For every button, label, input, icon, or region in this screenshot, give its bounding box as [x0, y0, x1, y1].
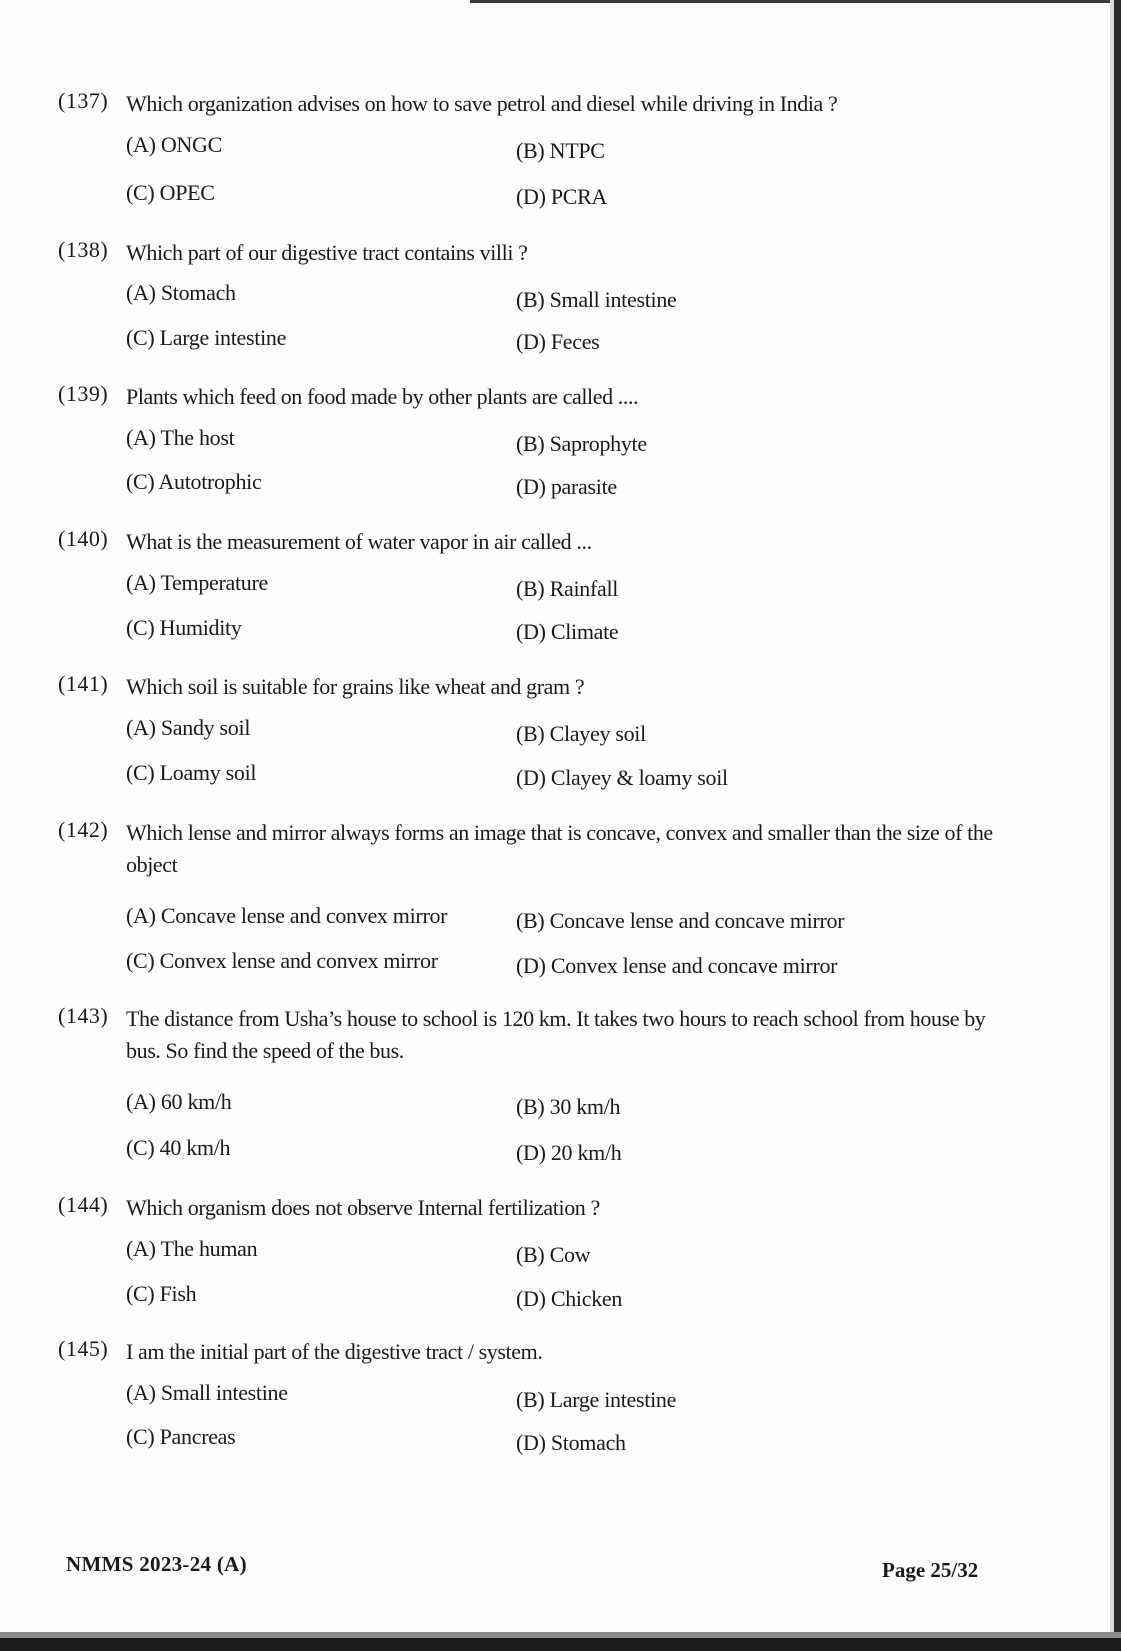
- option-b: (B) Large intestine: [516, 1387, 677, 1412]
- question-text: Which part of our digestive tract contains villi ?: [126, 240, 528, 265]
- option-c: (C) 40 km/h: [126, 1135, 231, 1160]
- option-b: (B) Cow: [516, 1242, 591, 1267]
- question-number: (141): [58, 671, 109, 696]
- option-b: (B) Small intestine: [516, 287, 677, 312]
- option-b: (B) Concave lense and concave mirror: [516, 908, 845, 933]
- question-text: The distance from Usha’s house to school is 120 km. It takes two hours to reach school from house by bus. So find the speed of the bus.: [126, 1006, 986, 1063]
- scan-edge-right: [1114, 0, 1121, 1651]
- option-c: (C) Humidity: [126, 615, 242, 640]
- option-c: (C) Pancreas: [126, 1424, 236, 1449]
- exam-code: NMMS 2023-24 (A): [66, 1552, 247, 1576]
- option-c: (C) Loamy soil: [126, 760, 257, 785]
- question-number: (140): [58, 526, 109, 551]
- option-a: (A) Sandy soil: [126, 715, 251, 740]
- option-b: (B) 30 km/h: [516, 1094, 621, 1119]
- option-a: (A) Stomach: [126, 280, 236, 305]
- option-d: (D) 20 km/h: [516, 1140, 622, 1165]
- option-a: (A) The host: [126, 425, 235, 450]
- option-a: (A) The human: [126, 1236, 258, 1261]
- question-text: Plants which feed on food made by other plants are called ....: [126, 384, 639, 409]
- question-text: Which organism does not observe Internal fertilization ?: [126, 1195, 600, 1220]
- scan-edge-top: [470, 0, 1121, 3]
- question-number: (144): [58, 1192, 109, 1217]
- option-a: (A) Concave lense and convex mirror: [126, 903, 448, 928]
- question-number: (139): [58, 381, 109, 406]
- option-d: (D) Stomach: [516, 1430, 626, 1455]
- option-d: (D) Feces: [516, 329, 600, 354]
- question-text: I am the initial part of the digestive tract / system.: [126, 1339, 543, 1364]
- option-c: (C) Convex lense and convex mirror: [126, 948, 438, 973]
- question-number: (138): [58, 237, 109, 262]
- option-d: (D) Convex lense and concave mirror: [516, 953, 838, 978]
- option-b: (B) Rainfall: [516, 576, 619, 601]
- option-a: (A) 60 km/h: [126, 1089, 232, 1114]
- question-number: (142): [58, 817, 109, 842]
- option-d: (D) Clayey & loamy soil: [516, 765, 728, 790]
- question-text: Which soil is suitable for grains like wheat and gram ?: [126, 674, 585, 699]
- scan-edge-bottom: [0, 1638, 1121, 1651]
- question-text: What is the measurement of water vapor in air called ...: [126, 529, 592, 554]
- option-d: (D) PCRA: [516, 184, 608, 209]
- option-b: (B) Saprophyte: [516, 431, 647, 456]
- option-c: (C) Fish: [126, 1281, 197, 1306]
- option-c: (C) Large intestine: [126, 325, 287, 350]
- option-d: (D) parasite: [516, 474, 617, 499]
- option-d: (D) Climate: [516, 619, 619, 644]
- option-c: (C) OPEC: [126, 180, 215, 205]
- page-number: Page 25/32: [882, 1558, 979, 1582]
- question-text: Which organization advises on how to save petrol and diesel while driving in India ?: [126, 91, 838, 116]
- question-text: Which lense and mirror always forms an image that is concave, convex and smaller than the size of the object: [126, 820, 993, 877]
- question-number: (143): [58, 1003, 109, 1028]
- option-d: (D) Chicken: [516, 1286, 623, 1311]
- option-b: (B) NTPC: [516, 138, 605, 163]
- option-a: (A) ONGC: [126, 132, 222, 157]
- option-b: (B) Clayey soil: [516, 721, 646, 746]
- option-a: (A) Temperature: [126, 570, 268, 595]
- question-number: (137): [58, 88, 109, 113]
- option-a: (A) Small intestine: [126, 1380, 288, 1405]
- question-number: (145): [58, 1336, 109, 1361]
- option-c: (C) Autotrophic: [126, 469, 262, 494]
